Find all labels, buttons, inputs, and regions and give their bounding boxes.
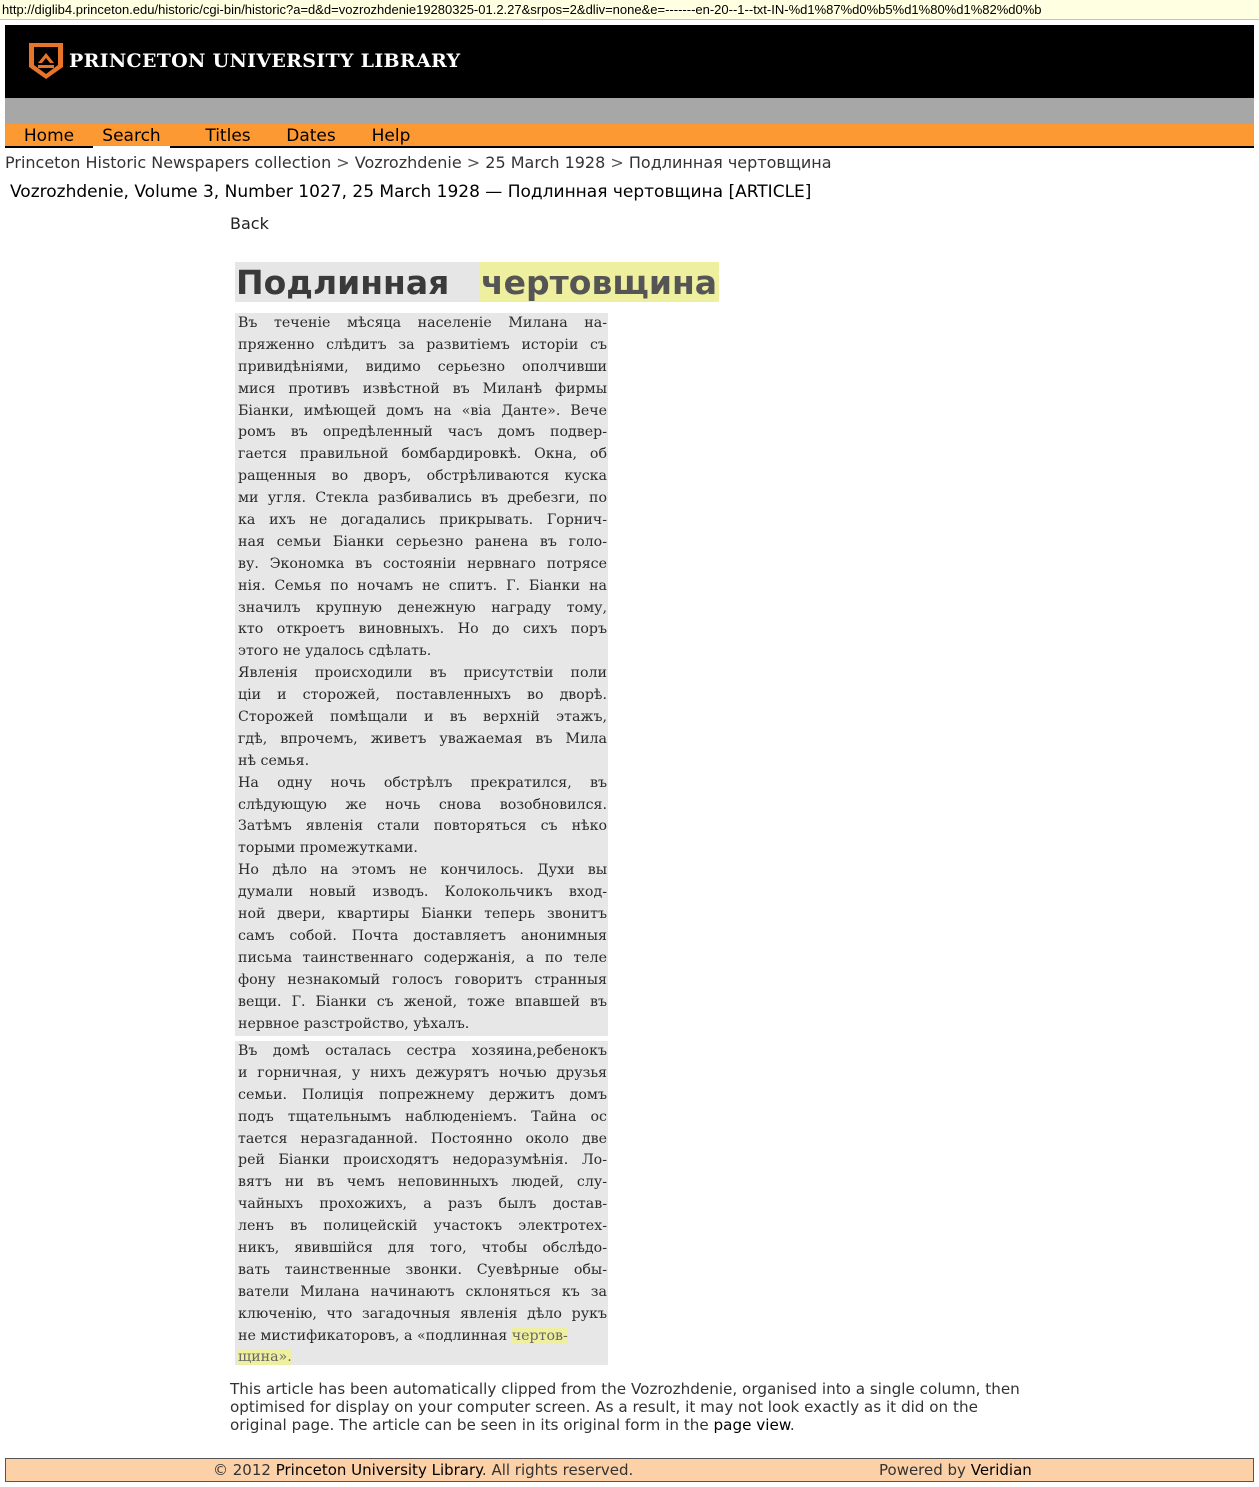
article-line: тается неразгаданной. Постоянно около две	[238, 1130, 607, 1147]
article-line: ву. Экономка въ состояніи нервнаго потрясе	[238, 555, 607, 572]
highlighted-search-term: чертов-	[511, 1327, 568, 1344]
gray-bar	[5, 98, 1254, 124]
powered-by	[879, 1459, 1032, 1481]
breadcrumb-separator: >	[610, 153, 624, 172]
article-text-block	[235, 313, 608, 1036]
article-line: подъ тщательнымъ наблюденіемъ. Тайна ос	[238, 1108, 607, 1125]
article-line: вещи. Г. Біанки съ женой, тоже впавшей въ	[238, 993, 607, 1010]
highlighted-search-term: щина».	[238, 1349, 292, 1365]
site-logo-text[interactable]: PRINCETON UNIVERSITY LIBRARY	[69, 50, 461, 72]
article-line: Біанки, имѣющей домъ на «віа Данте». Вече	[238, 402, 607, 419]
breadcrumb-current: Подлинная чертовщина	[628, 153, 832, 172]
shield-icon	[27, 41, 65, 81]
article-headline-image	[235, 262, 719, 302]
article-line: гдѣ, впрочемъ, живетъ уважаемая въ Мила	[238, 730, 607, 747]
clipping-note-text: This article has been automatically clipped from the Vozrozhdenie, organised into a single column, then optimised for display on your computer screen. As a result, it may not look exactly as it did on the original page. The article can be seen in its original form in the	[230, 1380, 1020, 1434]
nav-search[interactable]: Search	[93, 124, 170, 148]
clipping-note	[230, 1380, 1030, 1434]
article-line: ращенныя во дворъ, обстрѣливаются куска	[238, 468, 607, 485]
breadcrumb-separator: >	[466, 153, 481, 172]
article-line: самъ собой. Почта доставляетъ анонимныя	[238, 927, 607, 944]
article-line: никъ, явившійся для того, чтобы обслѣдо-	[238, 1240, 607, 1257]
article-line: вятъ ни въ чемъ неповинныхъ людей, слу-	[238, 1174, 607, 1191]
veridian-link[interactable]: Veridian	[970, 1461, 1032, 1479]
article-line: мися противъ извѣстной въ Миланѣ фирмы	[238, 380, 607, 397]
article-line: семьи. Полиція попрежнему держитъ домъ	[238, 1086, 607, 1103]
article-line: Явленія происходили въ присутствіи поли	[238, 665, 607, 682]
article-line: Въ домѣ осталась сестра хозяина,ребенокъ	[238, 1043, 607, 1059]
copyright-suffix: . All rights reserved.	[481, 1461, 634, 1479]
breadcrumb-separator: >	[336, 153, 350, 172]
article-line: гается правильной бомбардировкѣ. Окна, об	[238, 446, 607, 463]
article-line: Затѣмъ явленія стали повторяться съ нѣко	[238, 818, 607, 835]
article-text-block	[235, 1041, 608, 1365]
powered-prefix: Powered by	[879, 1461, 971, 1479]
headline-word-highlighted: чертовщина	[481, 263, 718, 302]
breadcrumb-publication[interactable]: Vozrozhdenie	[354, 153, 462, 172]
nav-dates[interactable]: Dates	[286, 126, 336, 146]
headline-word: Подлинная	[236, 263, 450, 302]
article-line: ключенію, что загадочныя явленія дѣло рукъ	[238, 1305, 607, 1322]
address-bar[interactable]: http://diglib4.princeton.edu/historic/cgi-bin/historic?a=d&d=vozrozhdenie19280325-01.2.27&srpos=2&dliv=none&e=-------en-20--1--txt-IN-%d1%87%d0%b5%d1%80%d1%82%d0%b	[0, 0, 1259, 20]
breadcrumb-collection[interactable]: Princeton Historic Newspapers collection	[5, 153, 332, 172]
article-line: не мистификаторовъ, а «подлинная чертов-	[238, 1327, 568, 1344]
article-line: нія. Семья по ночамъ не спитъ. Г. Біанки на	[238, 577, 607, 594]
article-line: ватели Милана начинаютъ склоняться къ за	[238, 1283, 607, 1300]
article-line: этого не удалось сдѣлать.	[238, 643, 432, 660]
article-line: вать таинственные звонки. Суевѣрные обы-	[238, 1261, 607, 1278]
clipping-note-tail: .	[789, 1416, 795, 1434]
article-line: На одну ночь обстрѣлъ прекратился, въ	[238, 774, 607, 791]
article-line: Въ теченіе мѣсяца населеніе Милана на-	[238, 315, 607, 331]
article-line: ка ихъ не догадались прикрывать. Горнич-	[238, 512, 607, 529]
copyright-prefix: © 2012	[213, 1461, 276, 1479]
nav-home[interactable]: Home	[23, 126, 75, 146]
article-line: кто откроетъ виновныхъ. Но до сихъ поръ	[238, 621, 607, 638]
article-line: чайныхъ прохожихъ, а разъ былъ достав-	[238, 1196, 607, 1213]
article-line	[235, 1347, 608, 1365]
article-line: рей Біанки происходятъ недоразумѣнія. Ло-	[238, 1152, 607, 1169]
breadcrumb	[5, 153, 832, 172]
article-line: ціи и сторожей, поставленныхъ во дворѣ.	[238, 687, 607, 704]
article-line: ная семьи Біанки серьезно ранена въ голо-	[238, 533, 607, 550]
article-line: Сторожей помѣщали и въ верхній этажъ,	[238, 709, 607, 726]
article-line: ми угля. Стекла разбивались въ дребезги, по	[238, 490, 607, 507]
main-nav	[5, 124, 1254, 148]
article-line: Но дѣло на этомъ не кончилось. Духи вы	[238, 862, 607, 879]
article-line: и горничная, у нихъ дежурятъ ночью друзья	[238, 1064, 607, 1081]
site-footer	[5, 1458, 1254, 1482]
article-line: нѣ семья.	[238, 752, 310, 769]
library-link[interactable]: Princeton University Library	[275, 1461, 482, 1479]
back-link[interactable]: Back	[230, 214, 269, 233]
article-line: привидѣніями, видимо серьезно ополчивши	[238, 358, 607, 375]
page-title: Vozrozhdenie, Volume 3, Number 1027, 25 March 1928 — Подлинная чертовщина [ARTICLE]	[10, 182, 812, 202]
article-line: фону незнакомый голосъ говоритъ странныя	[238, 971, 607, 988]
article-line: нервное разстройство, уѣхалъ.	[238, 1015, 470, 1032]
article-line: ленъ въ полицейскій участокъ электротех-	[238, 1218, 607, 1235]
article-line: торыми промежутками.	[238, 840, 418, 857]
article-line: письма таинственнаго содержанія, а по теле	[238, 949, 607, 966]
nav-help[interactable]: Help	[371, 126, 411, 146]
article-line: думали новый изводъ. Колокольчикъ вход-	[238, 884, 607, 901]
article-line: ной двери, квартиры Біанки теперь звонитъ	[238, 906, 607, 923]
copyright	[213, 1459, 633, 1481]
page-view-link[interactable]: page view	[713, 1416, 790, 1434]
site-header	[5, 25, 1254, 98]
article-line: слѣдующую же ночь снова возобновился.	[238, 796, 607, 813]
breadcrumb-issue[interactable]: 25 March 1928	[485, 153, 606, 172]
article-line: пряженно слѣдитъ за развитіемъ исторіи съ	[238, 336, 607, 353]
article-line: ромъ въ опредѣленный часъ домъ подвер-	[238, 424, 607, 441]
nav-titles[interactable]: Titles	[205, 126, 251, 146]
article-line: значилъ крупную денежную награду тому,	[238, 599, 607, 616]
